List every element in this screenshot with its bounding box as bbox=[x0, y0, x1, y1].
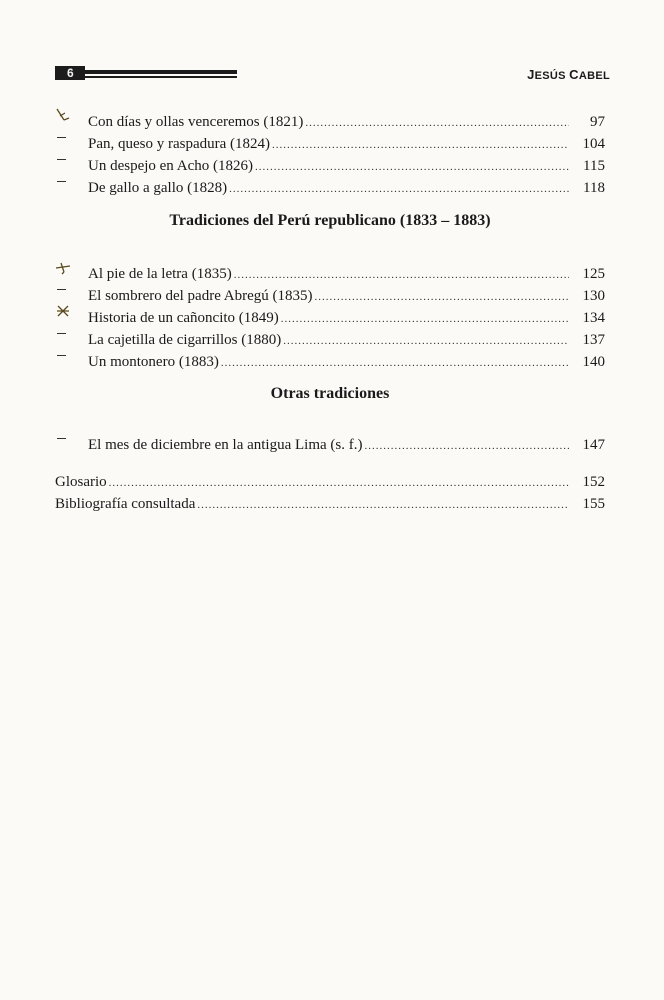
toc-entry-page: 140 bbox=[582, 354, 605, 370]
toc-entry-title: Glosario bbox=[55, 474, 107, 490]
toc-entry-title: Historia de un cañoncito (1849) bbox=[88, 310, 279, 326]
pen-mark-icon bbox=[55, 256, 88, 278]
dash-marker bbox=[55, 322, 88, 344]
toc-entry[interactable] bbox=[55, 471, 605, 493]
dot-leader bbox=[364, 435, 569, 457]
dash-marker bbox=[55, 126, 88, 148]
toc-entry-page: 147 bbox=[582, 437, 605, 453]
toc-entry-title: Un montonero (1883) bbox=[88, 354, 219, 370]
toc-entry[interactable] bbox=[55, 493, 605, 515]
toc-entry[interactable] bbox=[55, 148, 605, 174]
dash-marker bbox=[55, 148, 88, 170]
toc-entry-page: 152 bbox=[582, 474, 605, 490]
toc-entry-title: Pan, queso y raspadura (1824) bbox=[88, 136, 271, 152]
toc-entry-title: Con días y ollas venceremos (1821) bbox=[88, 114, 304, 130]
toc-entry[interactable] bbox=[55, 322, 605, 348]
dot-leader bbox=[109, 472, 569, 494]
toc-entry-title: Al pie de la letra (1835) bbox=[88, 266, 232, 282]
toc-entry[interactable] bbox=[55, 427, 605, 453]
running-header bbox=[55, 62, 610, 84]
dot-leader bbox=[197, 494, 569, 516]
toc-entry[interactable] bbox=[55, 278, 605, 304]
toc-entry[interactable] bbox=[55, 170, 605, 196]
dot-leader bbox=[229, 178, 569, 200]
pen-mark-icon bbox=[55, 300, 88, 322]
toc-entry-page: 97 bbox=[590, 114, 605, 130]
toc-entry-page: 125 bbox=[582, 266, 605, 282]
toc-entry-page: 115 bbox=[583, 158, 605, 174]
dash-marker bbox=[55, 170, 88, 192]
header-rule bbox=[85, 70, 237, 74]
toc-back-matter bbox=[55, 471, 605, 515]
toc-entry-page: 104 bbox=[582, 136, 605, 152]
section-heading: Tradiciones del Perú republicano (1833 – 1883) bbox=[169, 212, 491, 229]
toc-entry-page: 130 bbox=[582, 288, 605, 304]
toc-entry[interactable] bbox=[55, 104, 605, 130]
dash-marker bbox=[55, 427, 88, 449]
header-rule-thin bbox=[85, 76, 237, 78]
toc-entry-title: El mes de diciembre en la antigua Lima (s. f.) bbox=[88, 437, 363, 453]
toc-entry[interactable] bbox=[55, 300, 605, 326]
page-number: 6 bbox=[55, 66, 85, 80]
toc-entry[interactable] bbox=[55, 256, 605, 282]
toc-entry[interactable] bbox=[55, 344, 605, 370]
running-author: JESÚS CABEL bbox=[527, 67, 610, 82]
toc-entry-page: 134 bbox=[582, 310, 605, 326]
toc-entry-title: El sombrero del padre Abregú (1835) bbox=[88, 288, 313, 304]
toc-entry[interactable] bbox=[55, 126, 605, 152]
toc-group-independence bbox=[55, 104, 605, 196]
toc-entry-page: 118 bbox=[583, 180, 605, 196]
dot-leader bbox=[221, 352, 569, 374]
dash-marker bbox=[55, 344, 88, 366]
toc-entry-title: Un despejo en Acho (1826) bbox=[88, 158, 253, 174]
toc-entry-page: 155 bbox=[582, 496, 605, 512]
toc-entry-page: 137 bbox=[582, 332, 605, 348]
section-heading: Otras tradiciones bbox=[270, 385, 390, 402]
dash-marker bbox=[55, 278, 88, 300]
toc-entry-title: De gallo a gallo (1828) bbox=[88, 180, 228, 196]
pen-mark-icon bbox=[55, 104, 88, 126]
toc-entry-title: La cajetilla de cigarrillos (1880) bbox=[88, 332, 282, 348]
toc-group-other bbox=[55, 427, 605, 453]
toc-entry-title: Bibliografía consultada bbox=[55, 496, 196, 512]
toc-group-republic bbox=[55, 256, 605, 370]
